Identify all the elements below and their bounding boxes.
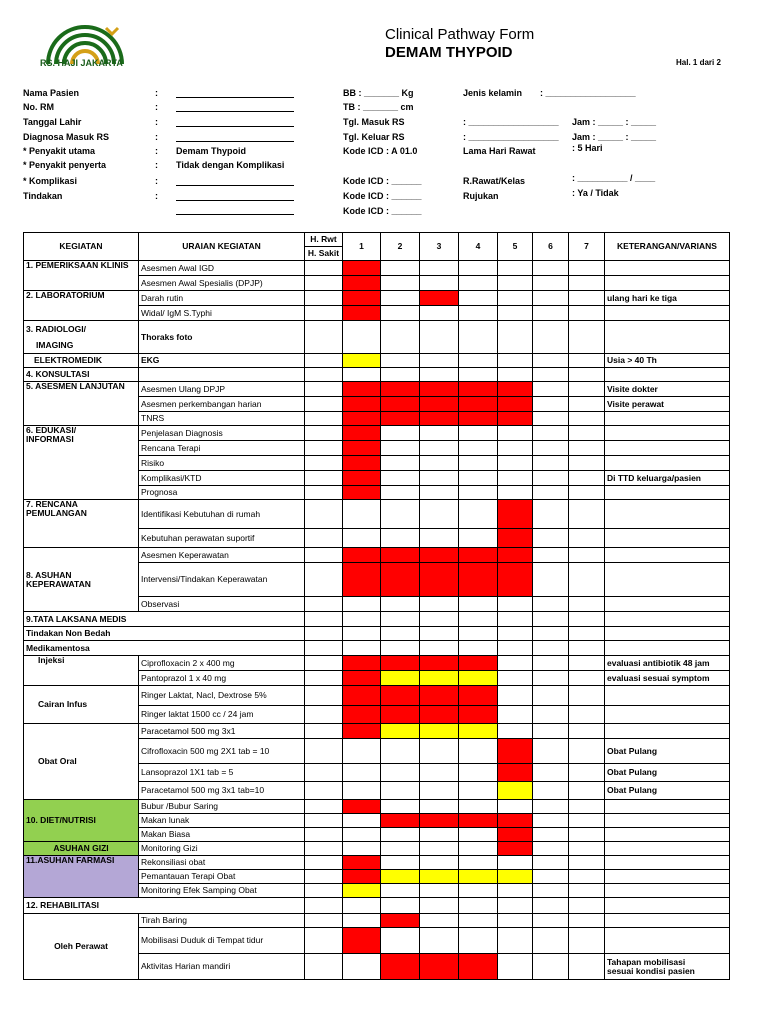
- table-row-desc: Komplikasi/KTD: [139, 471, 305, 486]
- colon: :: [155, 176, 158, 186]
- label-komplikasi: * Komplikasi: [23, 176, 78, 186]
- activity-edukasi-line2: INFORMASI: [26, 434, 74, 445]
- activity-rehabilitasi: 12. REHABILITASI: [24, 898, 305, 914]
- activity-medikamentosa: Medikamentosa: [24, 641, 305, 656]
- label-penyerta: * Penyakit penyerta: [23, 160, 107, 170]
- activity-asuhan-line2: KEPERAWATAN: [26, 578, 91, 589]
- table-row-desc: Identifikasi Kebutuhan di rumah: [139, 500, 305, 529]
- form-subtitle: DEMAM THYPOID: [385, 44, 513, 61]
- tindakan-field[interactable]: [176, 200, 294, 201]
- label-tgl-keluar: Tgl. Keluar RS: [343, 132, 405, 142]
- table-row-desc: Mobilisasi Duduk di Tempat tidur: [139, 928, 305, 954]
- table-row-desc: Monitoring Gizi: [139, 842, 305, 856]
- komplikasi-field[interactable]: [176, 185, 294, 186]
- hospital-name: RS. HAJI JAKARTA: [40, 58, 123, 68]
- activity-rencana-line1: 7. RENCANA: [26, 499, 78, 510]
- activity-asuhan-keperawatan: [24, 548, 139, 612]
- table-row-desc: Paracetamol 500 mg 3x1: [139, 724, 305, 739]
- rujukan-options[interactable]: : Ya / Tidak: [572, 188, 619, 198]
- label-rawat-kelas: R.Rawat/Kelas: [463, 176, 526, 186]
- col-header-day-7: 7: [569, 233, 605, 261]
- colon: :: [155, 146, 158, 156]
- note-cell: evaluasi antibiotik 48 jam: [605, 656, 730, 671]
- label-diagnosa: Diagnosa Masuk RS: [23, 132, 110, 142]
- col-header-uraian: URAIAN KEGIATAN: [139, 233, 305, 261]
- activity-asuhan-gizi: ASUHAN GIZI: [24, 842, 139, 856]
- note-cell: Obat Pulang: [605, 739, 730, 764]
- label-utama: * Penyakit utama: [23, 146, 96, 156]
- activity-laboratorium: 2. LABORATORIUM: [24, 291, 139, 321]
- tb-field[interactable]: TB : _______ cm: [343, 102, 414, 112]
- table-row-desc: Paracetamol 500 mg 3x1 tab=10: [139, 782, 305, 800]
- note-cell: Visite dokter: [605, 382, 730, 397]
- activity-injeksi: Injeksi: [24, 656, 139, 686]
- col-header-hsakit: H. Sakit: [305, 247, 343, 261]
- label-lama-rawat: Lama Hari Rawat: [463, 146, 536, 156]
- lahir-field[interactable]: [176, 126, 294, 127]
- col-header-day-5: 5: [498, 233, 533, 261]
- diagnosa-field[interactable]: [176, 141, 294, 142]
- norm-field[interactable]: [176, 111, 294, 112]
- bb-field[interactable]: BB : _______ Kg: [343, 88, 414, 98]
- tindakan-field-2[interactable]: [176, 214, 294, 215]
- col-header-kegiatan: KEGIATAN: [24, 233, 139, 261]
- activity-oleh-perawat: Oleh Perawat: [24, 914, 139, 980]
- col-header-day-3: 3: [420, 233, 459, 261]
- col-header-day-4: 4: [459, 233, 498, 261]
- note-cell: ulang hari ke tiga: [605, 291, 730, 306]
- note-cell: evaluasi sesuai symptom: [605, 671, 730, 686]
- activity-diet-nutrisi: 10. DIET/NUTRISI: [24, 800, 139, 842]
- table-row-desc: Monitoring Efek Samping Obat: [139, 884, 305, 898]
- icd-field-2[interactable]: Kode ICD : ______: [343, 191, 422, 201]
- clinical-pathway-table: [23, 232, 730, 980]
- colon: :: [155, 117, 158, 127]
- nama-field[interactable]: [176, 97, 294, 98]
- activity-rencana-pemulangan: [24, 500, 139, 548]
- activity-radiologi-line1: 3. RADIOLOGI/: [26, 324, 86, 334]
- activity-tindakan-non-bedah: Tindakan Non Bedah: [24, 627, 305, 641]
- activity-konsultasi: 4. KONSULTASI: [24, 368, 139, 382]
- activity-rencana-line2: PEMULANGAN: [26, 508, 87, 519]
- col-header-day-2: 2: [381, 233, 420, 261]
- note-line2: sesuai kondisi pasien: [607, 965, 695, 976]
- table-row-desc: Makan lunak: [139, 814, 305, 828]
- table-row-desc: Rencana Terapi: [139, 441, 305, 456]
- note-cell: Usia > 40 Th: [605, 354, 730, 368]
- activity-edukasi: [24, 426, 139, 500]
- activity-asesmen-lanjutan: 5. ASESMEN LANJUTAN: [24, 382, 139, 426]
- label-nama: Nama Pasien: [23, 88, 80, 98]
- colon: :: [155, 132, 158, 142]
- table-row-desc: Darah rutin: [139, 291, 305, 306]
- activity-asuhan-line1: 8. ASUHAN: [26, 569, 72, 580]
- icd-main: Kode ICD : A 01.0: [343, 146, 418, 156]
- note-cell: Di TTD keluarga/pasien: [605, 471, 730, 486]
- table-row-desc: Asesmen Keperawatan: [139, 548, 305, 563]
- table-row-desc: Ringer laktat 1500 cc / 24 jam: [139, 706, 305, 724]
- table-row-desc: Cifrofloxacin 500 mg 2X1 tab = 10: [139, 739, 305, 764]
- activity-tata-laksana: 9.TATA LAKSANA MEDIS: [24, 612, 305, 627]
- label-jenis-kelamin: Jenis kelamin: [463, 88, 523, 98]
- table-row-desc: Intervensi/Tindakan Keperawatan: [139, 563, 305, 597]
- activity-elektromedik: ELEKTROMEDIK: [24, 354, 139, 368]
- table-row-desc: Prognosa: [139, 486, 305, 500]
- activity-radiologi-line2: IMAGING: [36, 340, 74, 351]
- activity-edukasi-line1: 6. EDUKASI/: [26, 425, 77, 436]
- rawat-kelas-field[interactable]: : __________ / ____: [572, 173, 656, 183]
- jenis-kelamin-field[interactable]: : __________________: [540, 88, 636, 98]
- activity-cairan-infus: Cairan Infus: [24, 686, 139, 724]
- colon: :: [155, 102, 158, 112]
- table-row-desc: Widal/ IgM S.Typhi: [139, 306, 305, 321]
- note-cell: Visite perawat: [605, 397, 730, 412]
- colon: :: [155, 88, 158, 98]
- table-row-desc: Pemantauan Terapi Obat: [139, 870, 305, 884]
- penyakit-utama-value: Demam Thypoid: [176, 146, 247, 156]
- colon: :: [155, 191, 158, 201]
- page-number: Hal. 1 dari 2: [676, 58, 721, 67]
- table-row-desc: Ciprofloxacin 2 x 400 mg: [139, 656, 305, 671]
- col-header-day-6: 6: [533, 233, 569, 261]
- label-lahir: Tanggal Lahir: [23, 117, 82, 127]
- icd-field-3[interactable]: Kode ICD : ______: [343, 206, 422, 216]
- table-row-desc: Aktivitas Harian mandiri: [139, 954, 305, 980]
- label-tgl-masuk: Tgl. Masuk RS: [343, 117, 405, 127]
- note-cell: [605, 954, 730, 980]
- activity-asuhan-farmasi: 11.ASUHAN FARMASI: [24, 856, 139, 898]
- penyakit-penyerta-value: Tidak dengan Komplikasi: [176, 160, 285, 170]
- lama-rawat-value: : 5 Hari: [572, 143, 603, 153]
- icd-field-1[interactable]: Kode ICD : ______: [343, 176, 422, 186]
- jam-masuk-field[interactable]: Jam : _____ : _____: [572, 117, 657, 127]
- table-row-desc: Asesmen Awal Spesialis (DPJP): [139, 276, 305, 291]
- table-row-desc: Bubur /Bubur Saring: [139, 800, 305, 814]
- table-row-desc: Makan Biasa: [139, 828, 305, 842]
- note-line1: Tahapan mobilisasi: [607, 956, 686, 967]
- col-header-keterangan: KETERANGAN/VARIANS: [605, 233, 730, 261]
- colon: :: [155, 160, 158, 170]
- table-row-desc: Pantoprazol 1 x 40 mg: [139, 671, 305, 686]
- table-row-desc: TNRS: [139, 412, 305, 426]
- table-row-desc: Thoraks foto: [139, 321, 305, 354]
- table-row-desc: Risiko: [139, 456, 305, 471]
- jam-keluar-field[interactable]: Jam : _____ : _____: [572, 132, 657, 142]
- col-header-day-1: 1: [343, 233, 381, 261]
- activity-obat-oral: Obat Oral: [24, 724, 139, 800]
- table-row-desc: Asesmen perkembangan harian: [139, 397, 305, 412]
- table-row-desc: Lansoprazol 1X1 tab = 5: [139, 764, 305, 782]
- tgl-masuk-field[interactable]: : __________________: [463, 117, 559, 127]
- table-row-desc: Kebutuhan perawatan suportif: [139, 529, 305, 548]
- label-rujukan: Rujukan: [463, 191, 499, 201]
- activity-pemeriksaan-klinis: 1. PEMERIKSAAN KLINIS: [24, 261, 139, 291]
- table-row-desc: Asesmen Awal IGD: [139, 261, 305, 276]
- form-title: Clinical Pathway Form: [385, 26, 535, 43]
- tgl-keluar-field[interactable]: : __________________: [463, 132, 559, 142]
- col-header-hrwt: H. Rwt: [305, 233, 343, 247]
- table-row-desc: Ringer Laktat, Nacl, Dextrose 5%: [139, 686, 305, 706]
- table-row-desc: Asesmen Ulang DPJP: [139, 382, 305, 397]
- activity-radiologi: [24, 321, 139, 354]
- table-row-desc: Rekonsiliasi obat: [139, 856, 305, 870]
- table-row-desc: EKG: [139, 354, 305, 368]
- table-row-desc: Observasi: [139, 597, 305, 612]
- table-row-desc: Penjelasan Diagnosis: [139, 426, 305, 441]
- label-tindakan: Tindakan: [23, 191, 63, 201]
- table-row-desc: Tirah Baring: [139, 914, 305, 928]
- note-cell: Obat Pulang: [605, 782, 730, 800]
- label-norm: No. RM: [23, 102, 54, 112]
- note-cell: Obat Pulang: [605, 764, 730, 782]
